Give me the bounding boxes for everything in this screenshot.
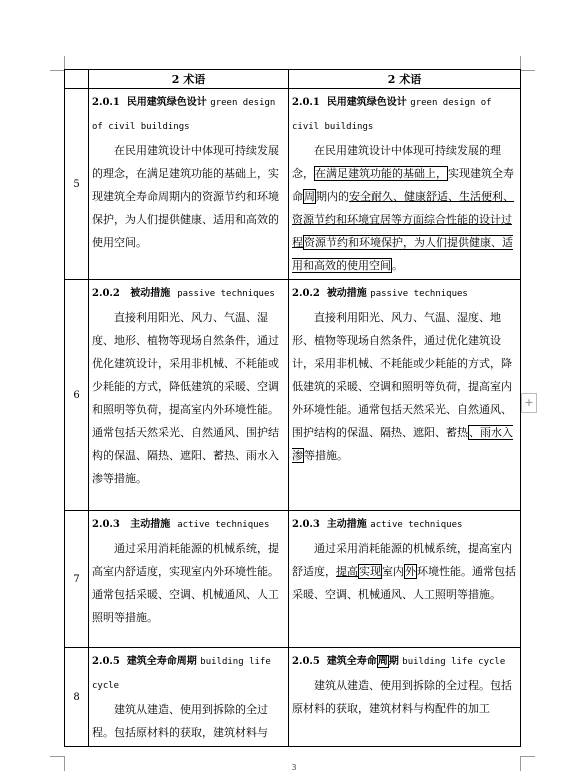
- page-number: 3: [291, 763, 297, 772]
- table-row: [65, 648, 521, 747]
- revision-box: 周: [377, 656, 388, 667]
- crop-mark-top-left: [50, 56, 65, 71]
- row-number: 7: [65, 511, 89, 648]
- table-row: [65, 280, 521, 511]
- term-heading: 2.0.3 主动措施 active techniques: [292, 519, 463, 530]
- revision-box: 周: [304, 190, 315, 203]
- term-definition: 建筑从建造、使用到拆除的全过程。包括原材料的获取，建筑材料与: [92, 703, 268, 739]
- left-cell[interactable]: [89, 511, 289, 648]
- table-header-row: [65, 70, 521, 89]
- term-heading: 2.0.5 建筑全寿命周期 building life cycle: [292, 656, 506, 667]
- deleted-text-box: 资源节约和环境保护，为人们提供健康、适用和高效的使用空间: [292, 236, 513, 272]
- row-number: 8: [65, 648, 89, 747]
- left-cell[interactable]: [89, 648, 289, 747]
- left-cell[interactable]: [89, 280, 289, 511]
- add-row-icon[interactable]: +: [521, 393, 537, 413]
- term-heading: 2.0.2 被动措施 passive techniques: [292, 288, 468, 299]
- right-cell[interactable]: [289, 648, 521, 747]
- revision-box: 在满足建筑功能的基础上，: [315, 167, 447, 180]
- term-heading: 2.0.3 主动措施 active techniques: [92, 519, 270, 530]
- revision-box: 实现: [359, 565, 381, 578]
- term-heading: 2.0.2 被动措施 passive techniques: [92, 288, 275, 299]
- inserted-text: 提高: [336, 565, 358, 578]
- right-cell[interactable]: [289, 511, 521, 648]
- inserted-text: 安全耐久、健康舒适、生活便利、资源节约和环境宜居等方面综合性能的设计过程: [292, 190, 514, 249]
- right-cell[interactable]: [289, 280, 521, 511]
- term-definition: 在民用建筑设计中体现可持续发展的理念，在满足建筑功能的基础上，实现建筑全寿命周期内的资源节约和环境保护，为人们提供健康、适用和高效的使用空间。: [92, 144, 279, 249]
- crop-mark-top-right: [520, 56, 535, 71]
- row-number: 5: [65, 89, 89, 280]
- term-definition: 建筑从建造、使用到拆除的全过程。包括原材料的获取，建筑材料与构配件的加工: [292, 679, 512, 715]
- header-num: [65, 70, 89, 89]
- header-right: 2 术语: [289, 70, 521, 89]
- term-definition: 在民用建筑设计中体现可持续发展的理念，在满足建筑功能的基础上，实现建筑全寿命周期内的安全耐久、健康舒适、生活便利、资源节约和环境宜居等方面综合性能的设计过程资源节约和环境保护，为人们提供健康、适用和高效的使用空间。: [292, 144, 514, 272]
- term-definition: 直接利用阳光、风力、气温、湿度、地形、植物等现场自然条件，通过优化建筑设计，采用非机械、不耗能或少耗能的方式，降低建筑的采暖、空调和照明等负荷，提高室内外环境性能。通常包括天然采光、自然通风、围护结构的保温、隔热、遮阳、蓄热、雨水入渗等措施。: [292, 311, 513, 462]
- row-number: 6: [65, 280, 89, 511]
- comparison-table: [64, 69, 521, 747]
- term-definition: 通过采用消耗能源的机械系统，提高室内舒适度，实现室内外环境性能。通常包括采暖、空调、机械通风、人工照明等措施。: [92, 542, 279, 624]
- header-left: 2 术语: [89, 70, 289, 89]
- term-heading: 2.0.1 民用建筑绿色设计 green design of civil buildings: [92, 97, 276, 132]
- term-definition: 通过采用消耗能源的机械系统，提高室内舒适度，提高实现室内外环境性能。通常包括采暖、空调、机械通风、人工照明等措施。: [292, 542, 516, 601]
- term-heading: 2.0.1 民用建筑绿色设计 green design of civil buildings: [292, 97, 492, 132]
- left-cell[interactable]: [89, 89, 289, 280]
- table-row: [65, 511, 521, 648]
- revision-box: 外: [405, 565, 416, 578]
- table-row: [65, 89, 521, 280]
- right-cell[interactable]: [289, 89, 521, 280]
- revision-box: 、雨水入渗: [292, 426, 513, 462]
- term-heading: 2.0.5 建筑全寿命周期 building life cycle: [92, 656, 271, 691]
- term-definition: 直接利用阳光、风力、气温、湿度、地形、植物等现场自然条件，通过优化建筑设计，采用非机械、不耗能或少耗能的方式，降低建筑的采暖、空调和照明等负荷，提高室内外环境性能。通常包括天然采光、自然通风、围护结构的保温、隔热、遮阳、蓄热、雨水入渗等措施。: [92, 311, 279, 485]
